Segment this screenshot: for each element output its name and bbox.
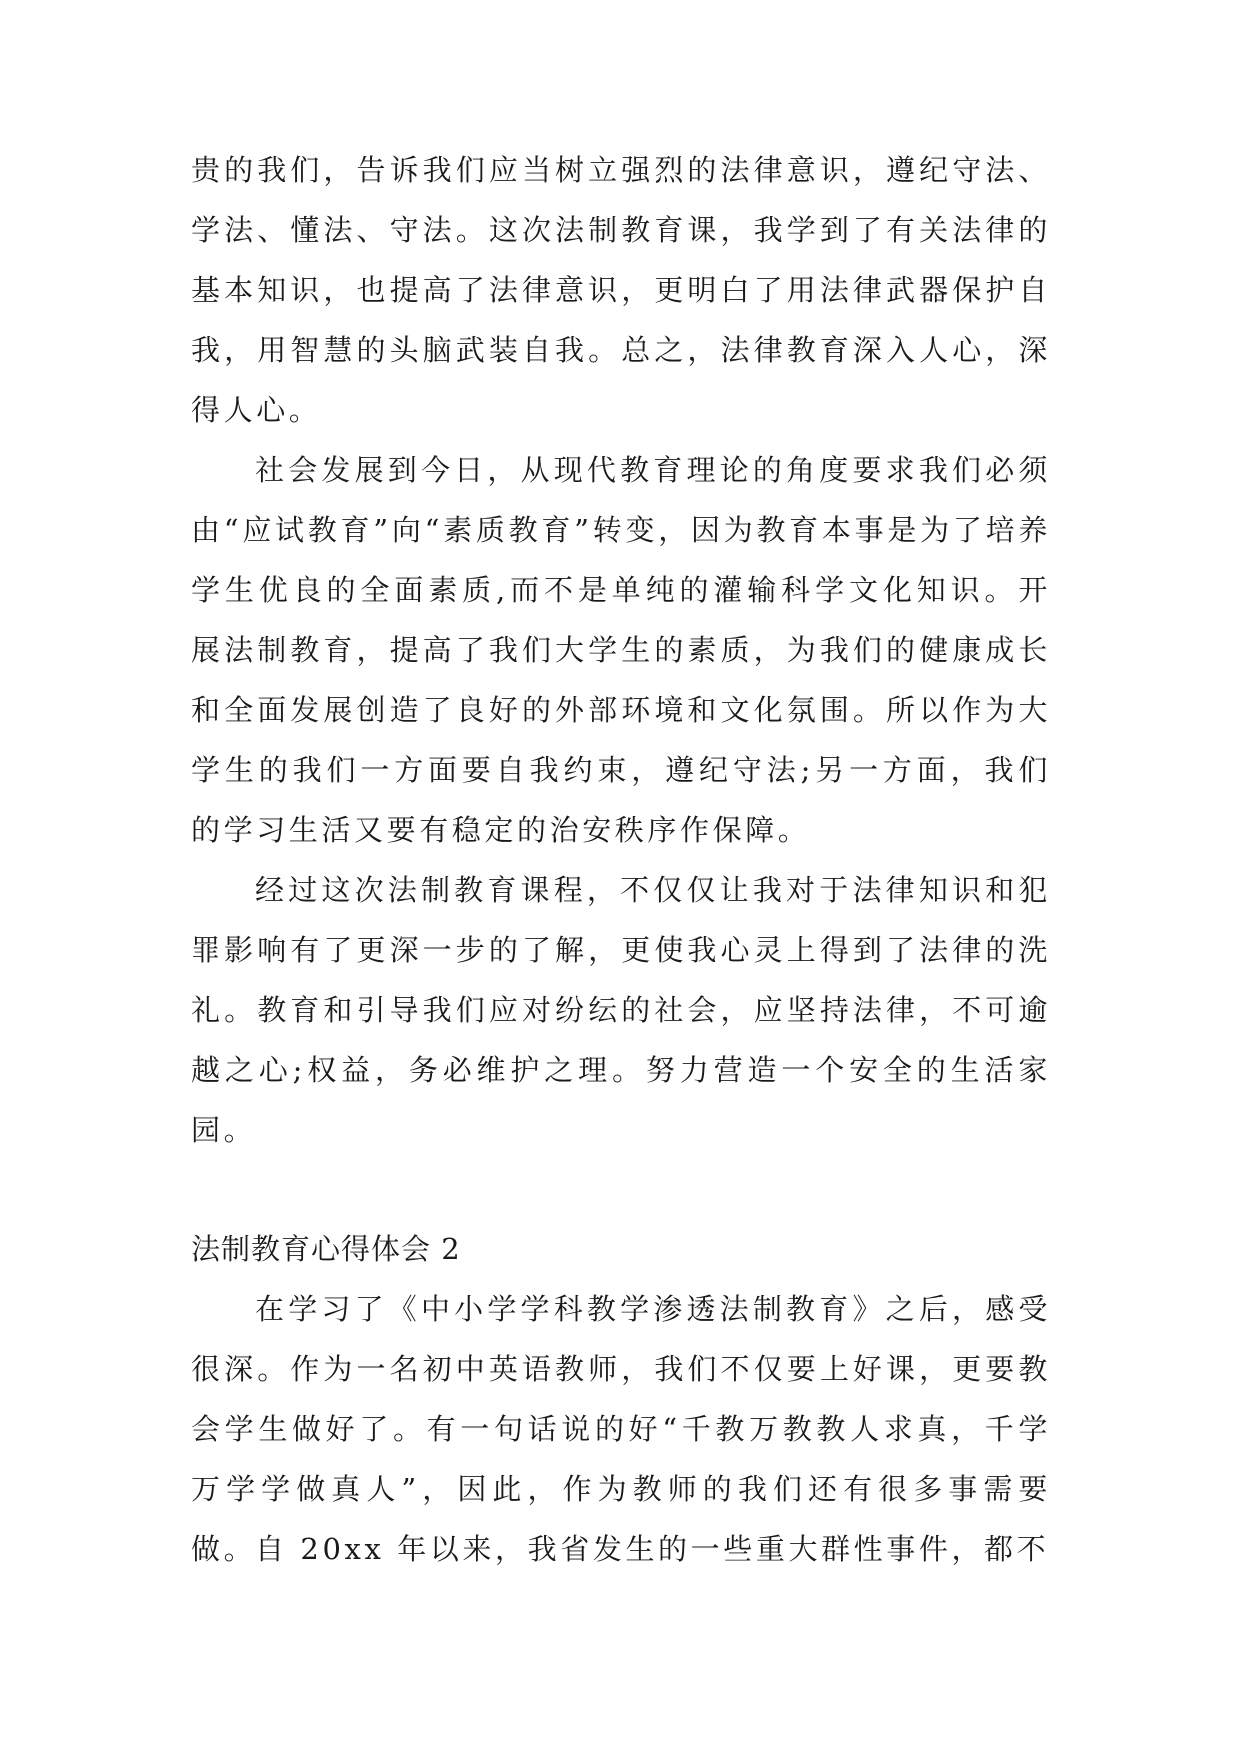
paragraph-course-summary: 经过这次法制教育课程，不仅仅让我对于法律知识和犯罪影响有了更深一步的了解，更使我心灵上得到了法律的洗礼。教育和引导我们应对纷纭的社会，应坚持法律，不可逾越之心;权益，务必维护之理。努力营造一个安全的生活家园。 [191,873,1051,1147]
paragraph-incidents: 自 20xx 年以来，我省发生的一些重大群性事件，都不 [255,1532,1050,1566]
paragraph-teacher-reflection: 在学习了《中小学学科教学渗透法制教育》之后，感受很深。作为一名初中英语教师，我们不仅要上好课，更要教会学生做好了。有一句话说的好“千教万教教人求真，千学万学学做真人”，因此，作为教师的我们还有很多事需要做。 [191,1292,1051,1566]
section-title: 法制教育心得体会 2 [191,1232,461,1266]
paragraph-continuation: 贵的我们，告诉我们应当树立强烈的法律意识，遵纪守法、学法、懂法、守法。这次法制教育课，我学到了有关法律的基本知识，也提高了法律意识，更明白了用法律武器保护自我，用智慧的头脑武装自我。总之，法律教育深入人心，深得人心。 [191,153,1051,427]
paragraph-quality-education: 社会发展到今日，从现代教育理论的角度要求我们必须由“应试教育”向“素质教育”转变，因为教育本事是为了培养学生优良的全面素质,而不是单纯的灌输科学文化知识。开展法制教育，提高了我们大学生的素质，为我们的健康成长和全面发展创造了良好的外部环境和文化氛围。所以作为大学生的我们一方面要自我约束，遵纪守法;另一方面，我们的学习生活又要有稳定的治安秩序作保障。 [191,453,1051,847]
